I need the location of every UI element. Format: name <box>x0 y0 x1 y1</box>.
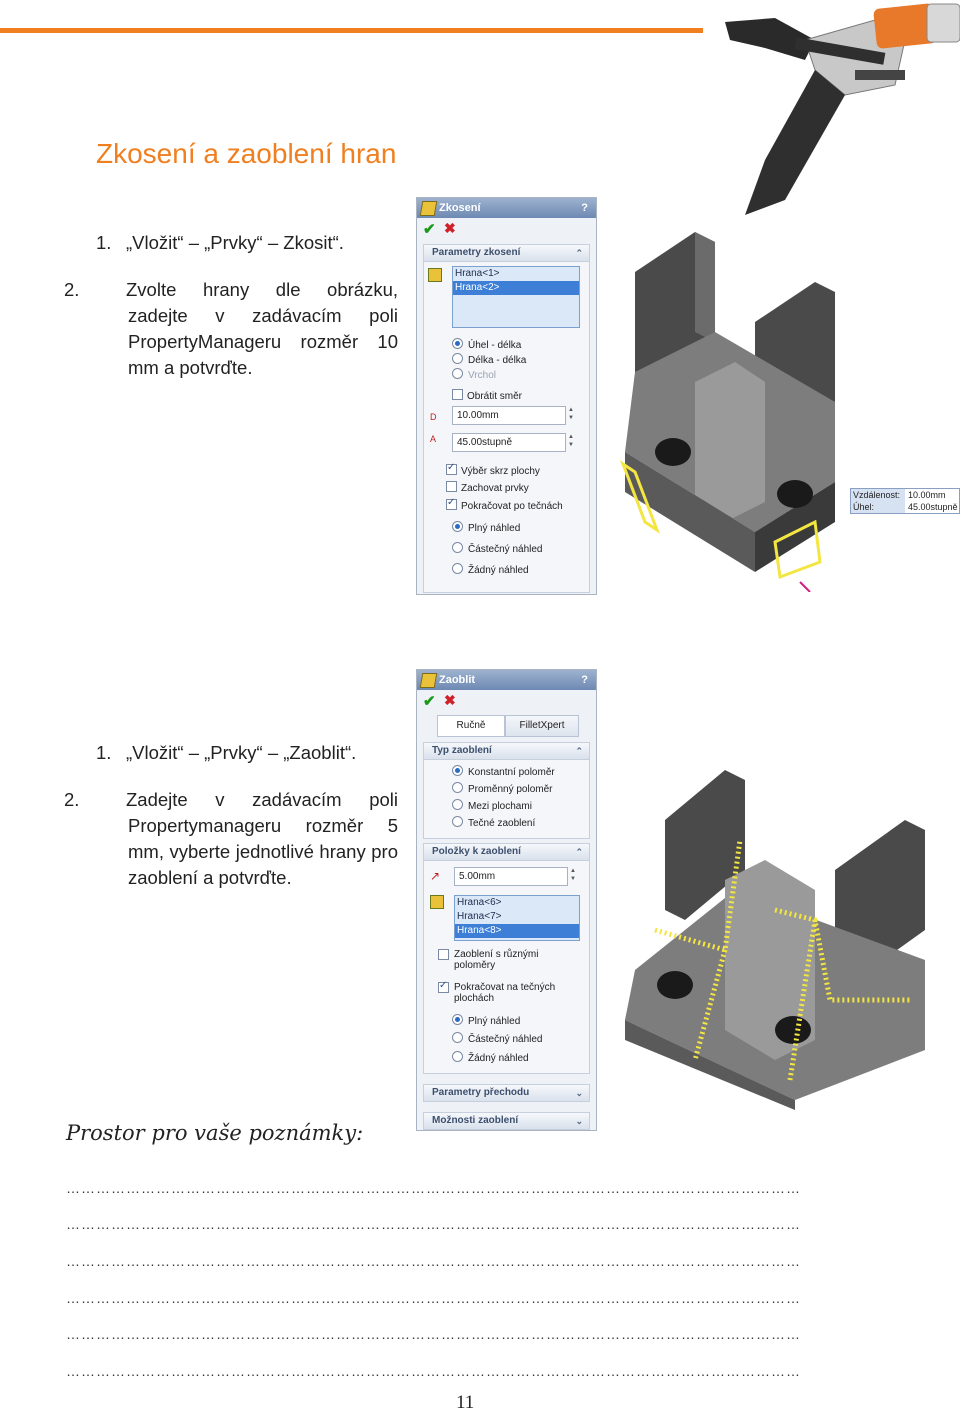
tab-filletxpert[interactable]: FilletXpert <box>505 715 579 737</box>
selection-marker <box>800 582 810 592</box>
group-label: Typ zaoblení <box>432 745 492 756</box>
radio-label: Částečný náhled <box>468 544 543 555</box>
step-number: 2. <box>64 279 80 300</box>
note-line[interactable]: ………………………………………………………………………………………………………………………………… <box>66 1363 801 1377</box>
angle-icon: A <box>430 434 437 444</box>
radio-dot[interactable] <box>452 563 463 574</box>
transition-params-header[interactable] <box>423 1084 590 1102</box>
radio-face-fillet[interactable] <box>452 799 532 812</box>
fillet-property-manager <box>416 669 597 1131</box>
rescue-tool-image <box>705 0 960 225</box>
list-item[interactable]: Hrana<8> <box>455 924 579 938</box>
fillet-type-body <box>423 760 590 839</box>
dimension-callout <box>850 488 960 514</box>
radio-label: Proměnný poloměr <box>468 784 553 795</box>
radio-label: Vrchol <box>468 370 496 381</box>
checkbox[interactable] <box>446 499 457 510</box>
edge-select-icon <box>430 895 444 909</box>
group-label: Parametry přechodu <box>432 1087 530 1098</box>
radio-dot[interactable] <box>452 799 463 810</box>
radio-label: Mezi plochami <box>468 801 532 812</box>
distance-spinner[interactable]: ▲ ▼ <box>568 407 574 421</box>
fillet-options-header[interactable] <box>423 1112 590 1130</box>
fillet-tabs <box>417 712 596 738</box>
radio-label: Délka - délka <box>468 355 527 366</box>
chamfer-params-body <box>423 262 590 593</box>
step1-fillet <box>96 740 398 766</box>
fillet-items-header[interactable] <box>423 843 590 861</box>
radio-full-preview[interactable] <box>452 1014 520 1027</box>
fillet-part-model <box>615 760 955 1110</box>
checkbox-label: Výběr skrz plochy <box>461 466 540 477</box>
tool-grip <box>855 70 905 80</box>
part-hole-left <box>655 438 691 466</box>
step-number: 2. <box>64 789 80 810</box>
radio-label: Žádný náhled <box>468 565 529 576</box>
help-icon[interactable]: ? <box>581 202 588 214</box>
check-multi-radius[interactable] <box>454 949 574 971</box>
tool-jaw-lower <box>745 70 845 215</box>
ok-check-icon[interactable]: ✔ <box>423 693 436 710</box>
checkbox-label: Obrátit směr <box>467 391 523 402</box>
notes-title: Prostor pro vaše poznámky: <box>66 1121 364 1145</box>
step1-chamfer <box>96 230 398 256</box>
part-center-rib <box>695 362 765 522</box>
fillet-panel-title: Zaoblit <box>439 674 476 686</box>
step-text: Zvolte hrany dle obrázku, zadejte v zadávacím poli PropertyManageru rozměr 10 mm a potvrďte. <box>126 279 398 378</box>
checkbox-label: Pokračovat po tečnách <box>461 501 563 512</box>
step-text: Zadejte v zadávacím poli Propertymanageru rozměr 5 mm, vyberte jednotlivé hrany pro zaoblení a potvrďte. <box>126 789 398 888</box>
radio-constant-radius[interactable] <box>452 765 555 778</box>
radio-dot[interactable] <box>452 368 463 379</box>
radio-label: Tečné zaoblení <box>468 818 536 829</box>
checkbox[interactable] <box>446 481 457 492</box>
radio-dot[interactable] <box>452 782 463 793</box>
ok-cancel-row <box>417 218 596 240</box>
chamfer-property-manager <box>416 197 597 595</box>
group-label: Položky k zaoblení <box>432 846 521 857</box>
checkbox-label: Zaoblení s různými poloměry <box>454 949 539 971</box>
angle-spinner[interactable]: ▲ ▼ <box>568 434 574 448</box>
radio-dot[interactable] <box>452 353 463 364</box>
chamfer-panel-title: Zkosení <box>439 202 481 214</box>
radio-dot[interactable] <box>452 542 463 553</box>
angle-input[interactable]: 45.00stupně <box>452 433 566 452</box>
radio-label: Konstantní poloměr <box>468 767 555 778</box>
chamfer-part-model <box>605 232 855 592</box>
callout-value[interactable]: 45.00stupně <box>908 502 958 512</box>
radio-no-preview[interactable] <box>452 1051 529 1064</box>
callout-row-angle <box>851 501 959 513</box>
ok-check-icon[interactable]: ✔ <box>423 221 436 238</box>
check-select-through-faces[interactable] <box>446 464 540 477</box>
radio-label: Úhel - délka <box>468 340 522 351</box>
fillet-icon <box>420 673 438 688</box>
help-icon[interactable]: ? <box>581 674 588 686</box>
callout-row-distance <box>851 489 959 501</box>
checkbox[interactable] <box>452 389 463 400</box>
step-text: „Vložit“ – „Prvky“ – „Zaoblit“. <box>126 742 357 763</box>
radio-label: Žádný náhled <box>468 1053 529 1064</box>
fillet-edge-list[interactable] <box>454 895 580 941</box>
radio-vertex[interactable] <box>452 368 496 381</box>
step2-chamfer <box>64 277 398 381</box>
radio-dot[interactable] <box>452 521 463 532</box>
checkbox-label: Pokračovat na tečných plochách <box>454 982 556 1004</box>
radio-full-round[interactable] <box>452 816 535 829</box>
callout-label: Úhel: <box>851 501 905 513</box>
edge-select-icon <box>428 268 442 282</box>
chevron-down-icon[interactable]: ⌄ <box>575 1116 583 1126</box>
radio-full-preview[interactable] <box>452 521 520 534</box>
radio-dot[interactable] <box>452 338 463 349</box>
chevron-down-icon[interactable]: ⌄ <box>575 1088 583 1098</box>
step-number: 1. <box>96 232 112 253</box>
radio-angle-distance[interactable] <box>452 338 521 351</box>
cancel-x-icon[interactable]: ✖ <box>444 692 456 708</box>
chevron-up-icon[interactable]: ⌃ <box>575 847 583 857</box>
checkbox[interactable] <box>446 464 457 475</box>
chevron-up-icon[interactable]: ⌃ <box>575 248 583 258</box>
ok-cancel-row <box>417 690 596 712</box>
list-item[interactable]: Hrana<7> <box>457 911 502 922</box>
list-item[interactable]: Hrana<1> <box>455 268 500 279</box>
group-label: Možnosti zaoblení <box>432 1115 519 1126</box>
fillet-panel-titlebar <box>417 670 596 690</box>
distance-icon: D <box>430 412 437 422</box>
chamfer-panel-titlebar <box>417 198 596 218</box>
callout-value[interactable]: 10.00mm <box>908 490 946 500</box>
radius-icon: ↗ <box>430 869 441 883</box>
chamfer-params-header[interactable] <box>423 244 590 262</box>
callout-label: Vzdálenost: <box>851 489 905 501</box>
checkbox[interactable] <box>438 982 449 993</box>
step-text: „Vložit“ – „Prvky“ – Zkosit“. <box>126 232 344 253</box>
check-tangent-propagation[interactable] <box>454 982 574 1004</box>
radio-partial-preview[interactable] <box>452 1032 543 1045</box>
list-item[interactable]: Hrana<2> <box>453 281 579 295</box>
note-line[interactable]: ………………………………………………………………………………………………………………………………… <box>66 1290 801 1304</box>
radio-dot[interactable] <box>452 1032 463 1043</box>
radius-spinner[interactable]: ▲ ▼ <box>570 868 576 882</box>
radio-no-preview[interactable] <box>452 563 529 576</box>
radio-dot[interactable] <box>452 1051 463 1062</box>
note-line[interactable]: ………………………………………………………………………………………………………………………………… <box>66 1180 801 1194</box>
chevron-up-icon[interactable]: ⌃ <box>575 746 583 756</box>
page-number: 11 <box>456 1392 475 1413</box>
radio-label: Plný náhled <box>468 1016 521 1027</box>
step2-fillet <box>64 787 398 891</box>
radio-dot[interactable] <box>452 765 463 776</box>
radio-label: Částečný náhled <box>468 1034 543 1045</box>
checkbox[interactable] <box>438 949 449 960</box>
radio-label: Plný náhled <box>468 523 521 534</box>
check-flip-direction[interactable] <box>452 389 522 402</box>
cancel-x-icon[interactable]: ✖ <box>444 220 456 236</box>
tab-manual[interactable]: Ručně <box>437 715 505 737</box>
list-item[interactable]: Hrana<6> <box>457 897 502 908</box>
radio-distance-distance[interactable] <box>452 353 526 366</box>
fillet-items-body <box>423 861 590 1074</box>
part-left-prong-side <box>695 232 715 342</box>
edge-list[interactable] <box>452 266 580 328</box>
chamfer-icon <box>420 201 438 216</box>
radio-dot[interactable] <box>452 816 463 827</box>
part-hole-right <box>777 480 813 508</box>
radio-partial-preview[interactable] <box>452 542 543 555</box>
tool-end-cap <box>927 4 960 42</box>
checkbox-label: Zachovat prvky <box>461 483 529 494</box>
fillet-type-header[interactable] <box>423 742 590 760</box>
part-hole-right <box>775 1016 811 1044</box>
top-accent-bar <box>0 28 703 33</box>
note-line[interactable]: ………………………………………………………………………………………………………………………………… <box>66 1253 801 1267</box>
radio-variable-radius[interactable] <box>452 782 552 795</box>
check-tangent-propagation[interactable] <box>446 499 563 512</box>
note-line[interactable]: ………………………………………………………………………………………………………………………………… <box>66 1216 801 1230</box>
distance-input[interactable]: 10.00mm <box>452 406 566 425</box>
note-line[interactable]: ………………………………………………………………………………………………………………………………… <box>66 1326 801 1340</box>
part-hole-left <box>657 971 693 999</box>
radius-input[interactable]: 5.00mm <box>454 867 568 886</box>
page-title: Zkosení a zaoblení hran <box>96 138 397 169</box>
check-keep-features[interactable] <box>446 481 529 494</box>
step-number: 1. <box>96 742 112 763</box>
radio-dot[interactable] <box>452 1014 463 1025</box>
group-label: Parametry zkosení <box>432 247 521 258</box>
